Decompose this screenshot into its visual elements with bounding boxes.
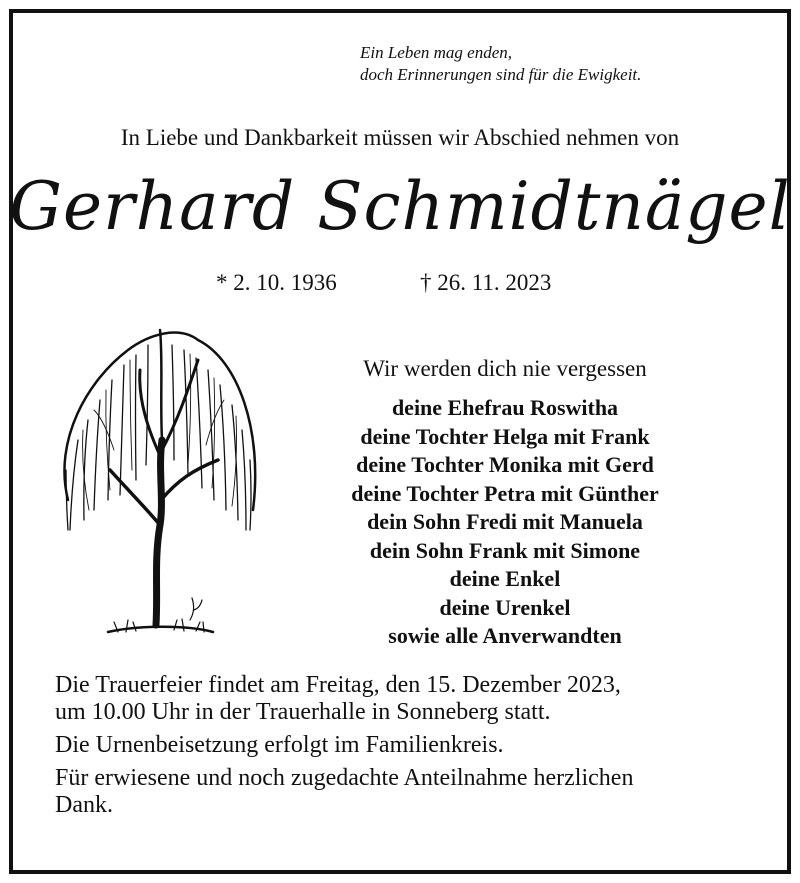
thanks-line-1: Für erwiesene und noch zugedachte Anteilnahme herzlichen xyxy=(55,765,634,791)
motto-line-1: Ein Leben mag enden, xyxy=(360,43,513,62)
ceremony-notice xyxy=(55,672,755,726)
urn-notice: Die Urnenbeisetzung erfolgt im Familienkreis. xyxy=(55,732,504,758)
list-item: dein Sohn Fredi mit Manuela xyxy=(367,509,643,534)
list-item: deine Ehefrau Roswitha xyxy=(391,395,619,420)
death-date: † 26. 11. 2023 xyxy=(420,270,552,295)
mourners-heading: Wir werden dich nie vergessen xyxy=(363,356,647,381)
motto-line-2: doch Erinnerungen sind für die Ewigkeit. xyxy=(360,65,642,84)
ceremony-line-2: um 10.00 Uhr in der Trauerhalle in Sonneberg statt. xyxy=(55,699,551,725)
list-item: sowie alle Anverwandten xyxy=(388,623,622,648)
list-item: deine Tochter Helga mit Frank xyxy=(360,423,650,449)
birth-date: * 2. 10. 1936 xyxy=(216,270,337,295)
list-item: deine Enkel xyxy=(449,566,561,591)
motto xyxy=(360,42,760,86)
weeping-willow-tree-icon xyxy=(48,320,270,650)
list-item: deine Tochter Monika mit Gerd xyxy=(356,452,654,477)
deceased-name: Gerhard Schmidtnägel xyxy=(9,168,791,245)
mourners-list xyxy=(305,394,705,651)
thanks-notice xyxy=(55,765,755,819)
notices xyxy=(55,672,755,825)
list-item: deine Urenkel xyxy=(439,594,571,620)
list-item: dein Sohn Frank mit Simone xyxy=(369,537,641,563)
ceremony-line-1: Die Trauerfeier findet am Freitag, den 15. Dezember 2023, xyxy=(55,672,621,698)
list-item: deine Tochter Petra mit Günther xyxy=(351,480,659,506)
intro-text: In Liebe und Dankbarkeit müssen wir Abschied nehmen von xyxy=(120,125,680,150)
thanks-line-2: Dank. xyxy=(55,792,113,818)
